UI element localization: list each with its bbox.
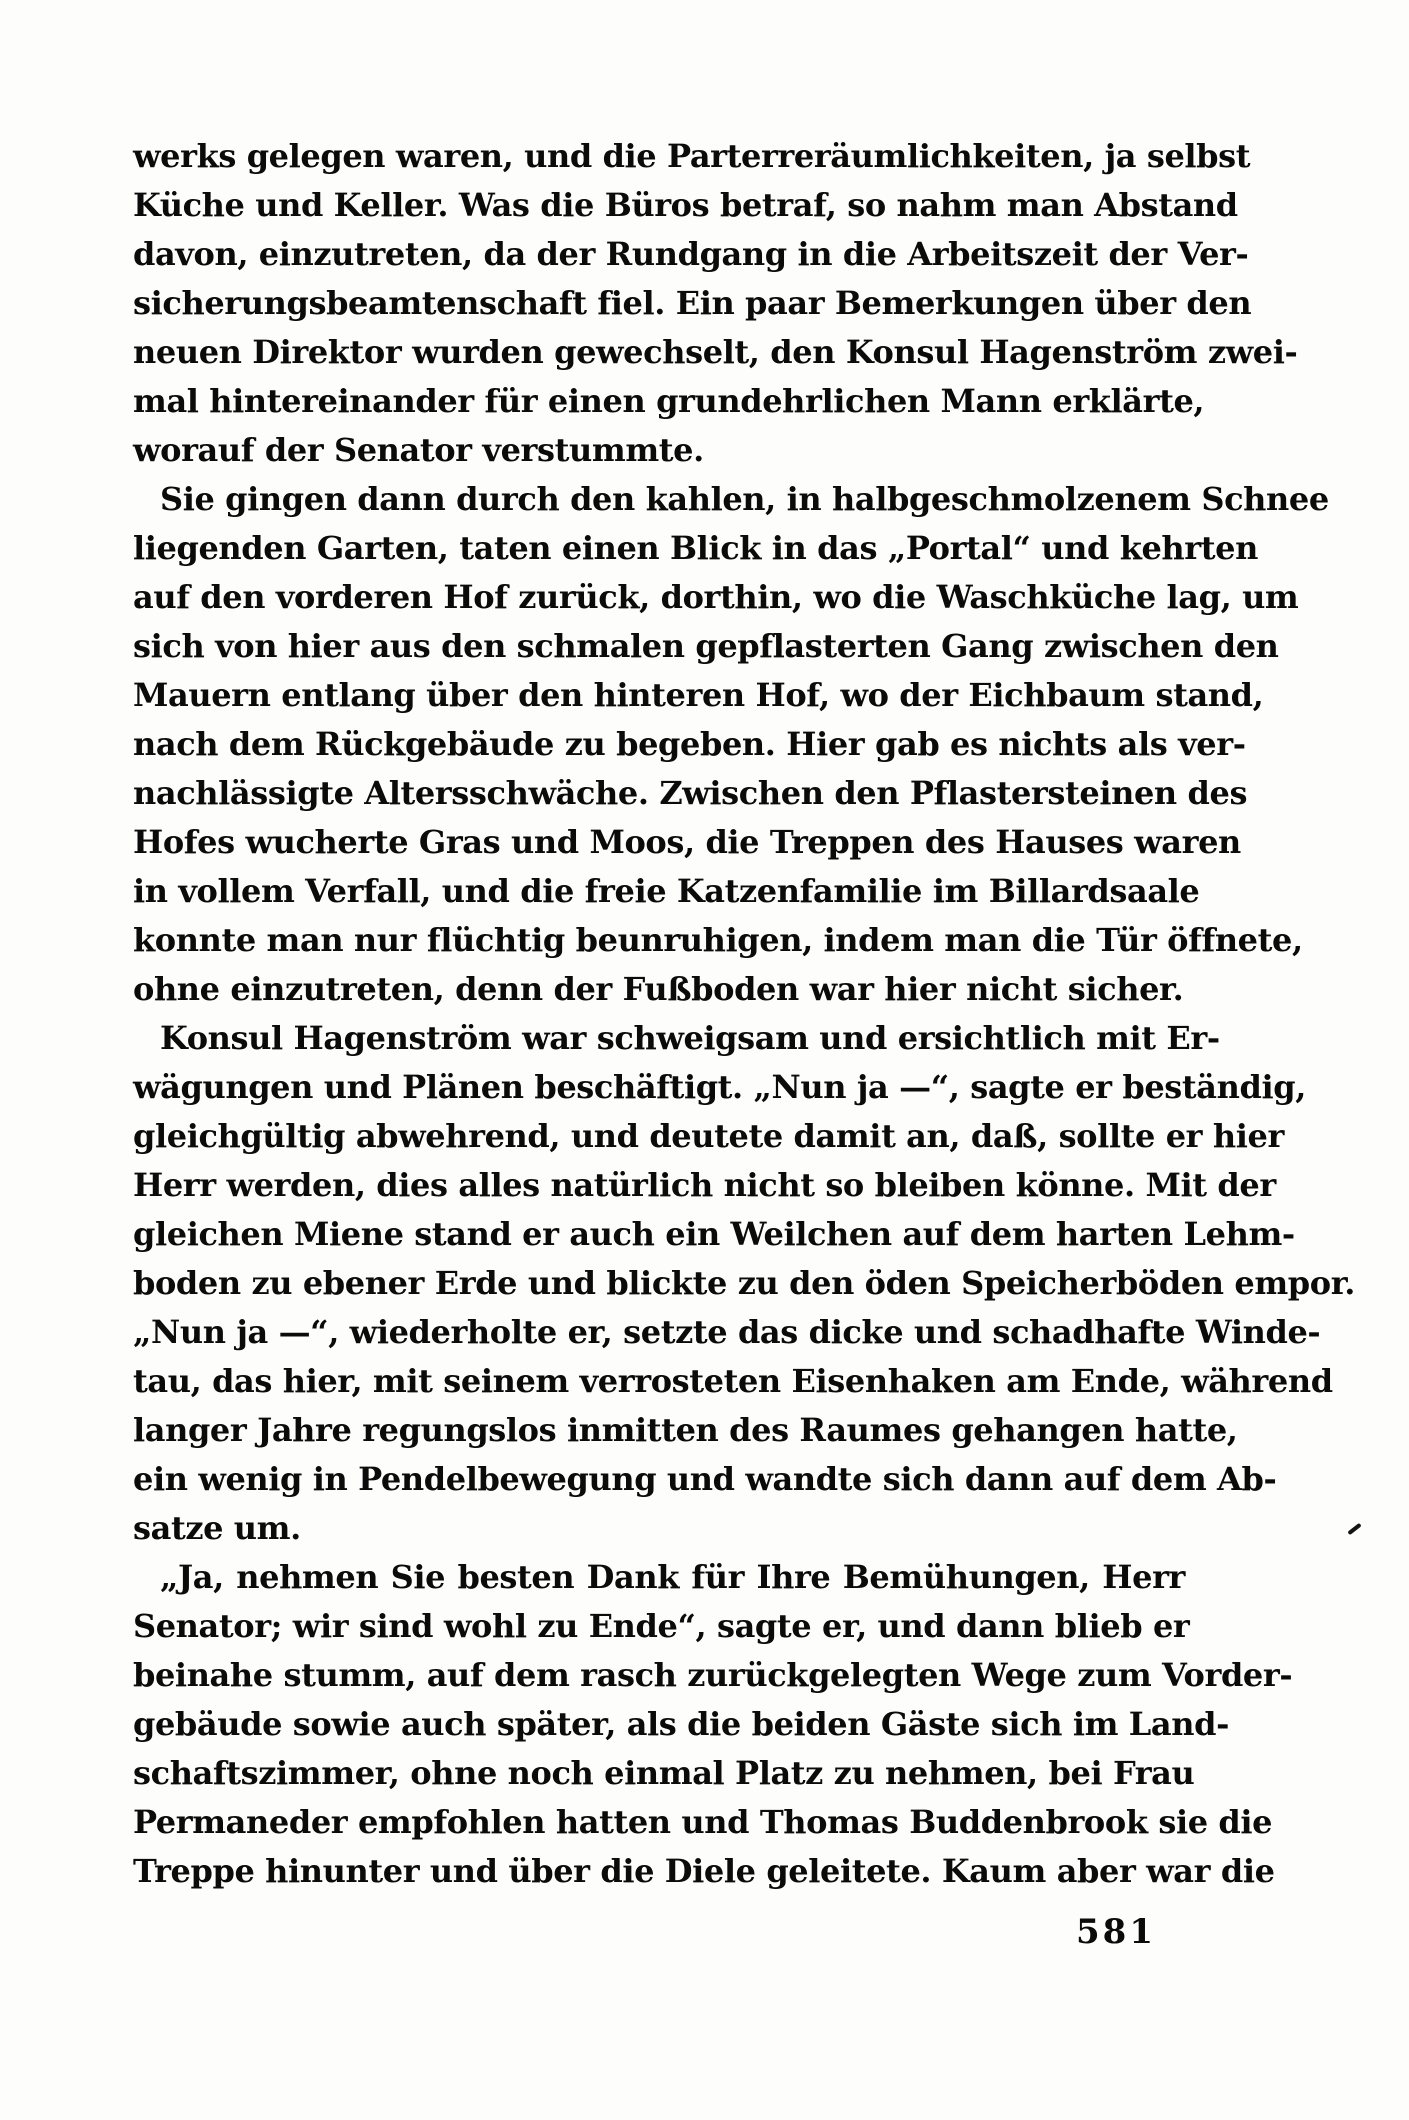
text-line: konnte man nur flüchtig beunruhigen, indem man die Tür öffnete, <box>133 921 1303 959</box>
text-line: davon, einzutreten, da der Rundgang in die Arbeitszeit der Ver- <box>133 235 1249 273</box>
text-line: Hofes wucherte Gras und Moos, die Treppen des Hauses waren <box>133 823 1241 861</box>
text-line: sicherungsbeamtenschaft fiel. Ein paar Bemerkungen über den <box>133 284 1252 322</box>
text-line: Permaneder empfohlen hatten und Thomas Buddenbrook sie die <box>133 1803 1273 1841</box>
text-line: ein wenig in Pendelbewegung und wandte sich dann auf dem Ab- <box>133 1460 1277 1498</box>
text-line: Mauern entlang über den hinteren Hof, wo der Eichbaum stand, <box>133 676 1264 714</box>
text-line: beinahe stumm, auf dem rasch zurückgelegten Wege zum Vorder- <box>133 1656 1293 1694</box>
text-line: sich von hier aus den schmalen gepflasterten Gang zwischen den <box>133 627 1279 665</box>
text-line: nachlässigte Altersschwäche. Zwischen den Pflastersteinen des <box>133 774 1248 812</box>
text-line: werks gelegen waren, und die Parterreräumlichkeiten, ja selbst <box>133 137 1251 175</box>
text-line: gleichgültig abwehrend, und deutete damit an, daß, sollte er hier <box>133 1117 1284 1155</box>
text-line: liegenden Garten, taten einen Blick in das „Portal“ und kehrten <box>133 529 1258 567</box>
text-line: ohne einzutreten, denn der Fußboden war hier nicht sicher. <box>133 970 1184 1008</box>
text-line: worauf der Senator verstummte. <box>133 431 704 469</box>
text-line: boden zu ebener Erde und blickte zu den öden Speicherböden empor. <box>133 1264 1355 1302</box>
text-line: gebäude sowie auch später, als die beiden Gäste sich im Land- <box>133 1705 1229 1743</box>
text-line: auf den vorderen Hof zurück, dorthin, wo die Waschküche lag, um <box>133 578 1299 616</box>
text-line: mal hintereinander für einen grundehrlichen Mann erklärte, <box>133 382 1205 420</box>
text-line: nach dem Rückgebäude zu begeben. Hier gab es nichts als ver- <box>133 725 1246 763</box>
text-line: Senator; wir sind wohl zu Ende“, sagte er, und dann blieb er <box>133 1607 1190 1645</box>
text-line: Sie gingen dann durch den kahlen, in halbgeschmolzenem Schnee <box>160 480 1329 518</box>
text-line: wägungen und Plänen beschäftigt. „Nun ja —“, sagte er beständig, <box>133 1068 1306 1106</box>
page-text <box>133 132 1355 1896</box>
text-line: langer Jahre regungslos inmitten des Raumes gehangen hatte, <box>133 1411 1238 1449</box>
text-line: gleichen Miene stand er auch ein Weilchen auf dem harten Lehm- <box>133 1215 1295 1253</box>
text-line: neuen Direktor wurden gewechselt, den Konsul Hagenström zwei- <box>133 333 1298 371</box>
text-line: „Nun ja —“, wiederholte er, setzte das dicke und schadhafte Winde- <box>133 1313 1321 1351</box>
scan-artifact-speck <box>1347 1523 1361 1535</box>
page-number: 581 <box>1076 1912 1156 1952</box>
text-line: tau, das hier, mit seinem verrosteten Eisenhaken am Ende, während <box>133 1362 1333 1400</box>
text-line: satze um. <box>133 1509 301 1547</box>
text-line: schaftszimmer, ohne noch einmal Platz zu nehmen, bei Frau <box>133 1754 1195 1792</box>
text-line: Konsul Hagenström war schweigsam und ersichtlich mit Er- <box>160 1019 1220 1057</box>
text-line: Herr werden, dies alles natürlich nicht so bleiben könne. Mit der <box>133 1166 1276 1204</box>
text-line: Küche und Keller. Was die Büros betraf, so nahm man Abstand <box>133 186 1238 224</box>
text-line: Treppe hinunter und über die Diele geleitete. Kaum aber war die <box>133 1852 1275 1890</box>
text-line: in vollem Verfall, und die freie Katzenfamilie im Billardsaale <box>133 872 1200 910</box>
text-line: „Ja, nehmen Sie besten Dank für Ihre Bemühungen, Herr <box>160 1558 1185 1596</box>
